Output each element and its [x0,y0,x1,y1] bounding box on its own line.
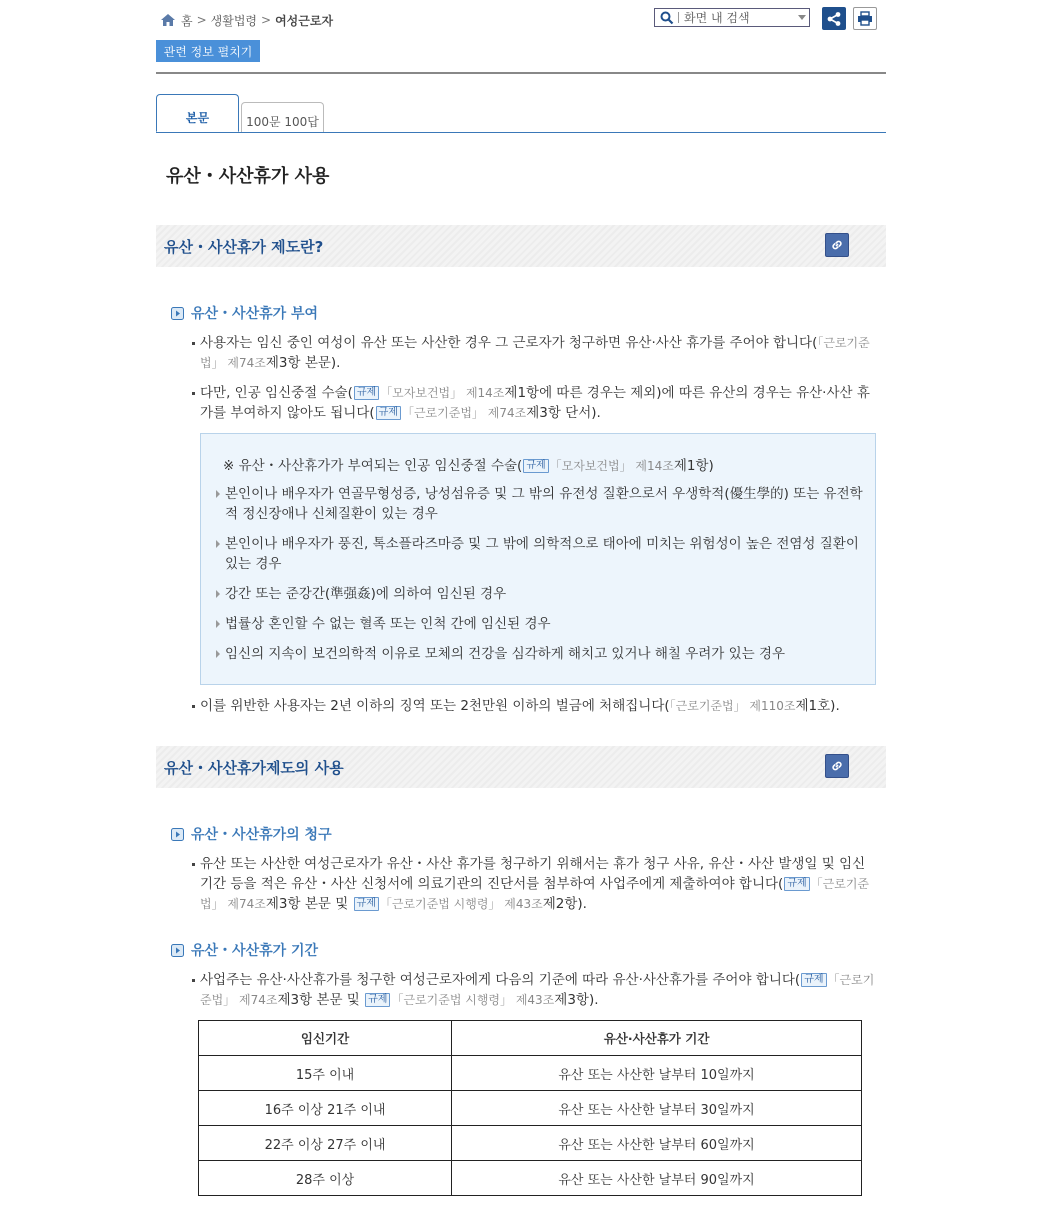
print-button[interactable] [853,7,877,30]
list-item [192,696,877,716]
table-header-row [199,1021,862,1056]
regulation-tag[interactable]: 규제 [376,406,401,420]
subsection-title-text: 유산・사산휴가의 청구 [191,827,332,843]
search-input[interactable] [684,11,796,25]
chevron-down-icon[interactable] [798,15,806,20]
law-clause: 제3항 본문). [265,355,341,371]
link-button[interactable] [825,233,849,257]
bullet-text: 유산 또는 사산한 여성근로자가 유산・사산 휴가를 청구하기 위해서는 휴가 청구 사유, 유산・사산 발생일 및 임신기간 등을 적은 유산・사산 신청서에 의료기관의 진단서를 첨부하여 사업주에게 제출하여야 합니다( [200,856,866,892]
law-clause: 제3항 본문 및 [277,992,365,1008]
section-title: 유산・사산휴가 제도란? [164,238,324,256]
share-icon [826,11,842,27]
related-info-button[interactable]: 관련 정보 펼치기 [156,40,260,62]
search-icon[interactable] [660,11,674,25]
table-cell: 15주 이내 [199,1056,452,1091]
bullet-text: 사업주는 유산·사산휴가를 청구한 여성근로자에게 다음의 기준에 따라 유산·사산휴가를 주어야 합니다( [200,972,801,988]
section-header [156,225,886,267]
table-row [199,1056,862,1091]
regulation-tag[interactable]: 규제 [784,877,809,891]
law-reference[interactable]: 「근로기준법」 제110조 [669,699,796,713]
note-item: 본인이나 배우자가 풍진, 톡소플라즈마증 및 그 밖에 의학적으로 태아에 미치는 위험성이 높은 전염성 질환이 있는 경우 [215,534,865,574]
table-row [199,1161,862,1196]
home-icon[interactable] [160,13,176,27]
subsection-title-text: 유산・사산휴가 부여 [191,306,319,322]
printer-icon [857,11,873,26]
breadcrumb-separator: > [196,13,207,27]
regulation-tag[interactable]: 규제 [801,973,826,987]
law-reference[interactable]: 「모자보건법」 제14조 [380,386,505,400]
regulation-tag[interactable]: 규제 [523,459,548,473]
section-header [156,746,886,788]
law-clause: 제2항). [542,896,587,912]
law-clause: 제1항에 따른 경우는 제외)에 따른 유산의 경우는 유산·사산 휴가를 부여하지 않아도 됩니다( [200,385,870,421]
note-box [200,433,876,685]
arrow-right-icon [171,307,184,320]
arrow-right-icon [171,944,184,957]
breadcrumb [160,10,333,30]
regulation-tag[interactable]: 규제 [354,386,379,400]
law-clause: 제1항) [673,458,714,474]
table-cell: 22주 이상 27주 이내 [199,1126,452,1161]
note-item: 강간 또는 준강간(準强姦)에 의하여 임신된 경우 [215,584,865,604]
link-icon [830,759,844,773]
table-header: 유산·사산휴가 기간 [452,1021,862,1056]
divider [156,72,886,74]
page-title: 유산・사산휴가 사용 [166,166,330,187]
law-reference[interactable]: 「근로기준법」 제74조 [200,973,875,1007]
arrow-right-icon [171,828,184,841]
list-item [192,970,877,1010]
table-header: 임신기간 [199,1021,452,1056]
law-reference[interactable]: 「근로기준법」 제74조 [200,877,870,911]
list-item [192,854,877,914]
law-reference[interactable]: 「모자보건법」 제14조 [549,459,674,473]
note-item: 법률상 혼인할 수 없는 혈족 또는 인척 간에 임신된 경우 [215,614,865,634]
table-cell: 16주 이상 21주 이내 [199,1091,452,1126]
law-clause: 제3항 단서). [526,405,601,421]
table-row [199,1126,862,1161]
table-cell: 유산 또는 사산한 날부터 10일까지 [452,1056,862,1091]
section-title: 유산・사산휴가제도의 사용 [164,759,344,777]
note-item: 임신의 지속이 보건의학적 이유로 모체의 건강을 심각하게 해치고 있거나 해칠 우려가 있는 경우 [215,644,865,664]
law-clause: 제3항). [554,992,599,1008]
subsection-title [171,824,332,844]
table-row [199,1091,862,1126]
tab-main[interactable]: 본문 [156,94,239,132]
law-reference[interactable]: 「근로기준법 시행령」 제43조 [391,993,555,1007]
regulation-tag[interactable]: 규제 [354,897,379,911]
table-cell: 유산 또는 사산한 날부터 60일까지 [452,1126,862,1161]
breadcrumb-separator: > [261,13,272,27]
link-icon [830,238,844,252]
bullet-text: 사용자는 임신 중인 여성이 유산 또는 사산한 경우 그 근로자가 청구하면 유산·사산 휴가를 주어야 합니다( [200,335,818,351]
breadcrumb-home[interactable]: 홈 [181,13,193,28]
table-cell: 유산 또는 사산한 날부터 90일까지 [452,1161,862,1196]
list-item [192,333,877,373]
link-button[interactable] [825,754,849,778]
search-divider [678,12,679,23]
breadcrumb-current: 여성근로자 [275,13,334,28]
regulation-tag[interactable]: 규제 [365,993,390,1007]
note-title [223,454,714,474]
tab-100qa[interactable]: 100문 100답 [241,102,324,132]
law-clause: 제1호). [795,698,840,714]
share-button[interactable] [822,7,846,30]
table-cell: 28주 이상 [199,1161,452,1196]
breadcrumb-level1[interactable]: 생활법령 [210,13,258,28]
subsection-title [171,940,318,960]
list-item [192,383,877,423]
table-cell: 유산 또는 사산한 날부터 30일까지 [452,1091,862,1126]
note-title-text: ※ 유산・사산휴가가 부여되는 인공 임신중절 수술( [223,458,523,474]
subsection-title-text: 유산・사산휴가 기간 [191,943,319,959]
note-item: 본인이나 배우자가 연골무형성증, 낭성섬유증 및 그 밖의 유전성 질환으로서 우생학적(優生學的) 또는 유전학적 정신장애나 신체질환이 있는 경우 [215,484,865,524]
law-reference[interactable]: 「근로기준법」 제74조 [200,336,870,370]
law-reference[interactable]: 「근로기준법」 제74조 [401,406,527,420]
leave-period-table [198,1020,862,1196]
tab-bar [156,94,886,133]
law-clause: 제3항 본문 및 [265,896,353,912]
subsection-title [171,303,318,323]
law-reference[interactable]: 「근로기준법 시행령」 제43조 [379,897,543,911]
search-box[interactable] [654,8,810,27]
bullet-text: 이를 위반한 사용자는 2년 이하의 징역 또는 2천만원 이하의 벌금에 처해집니다( [200,698,670,714]
bullet-text: 다만, 인공 임신중절 수술( [200,385,353,401]
